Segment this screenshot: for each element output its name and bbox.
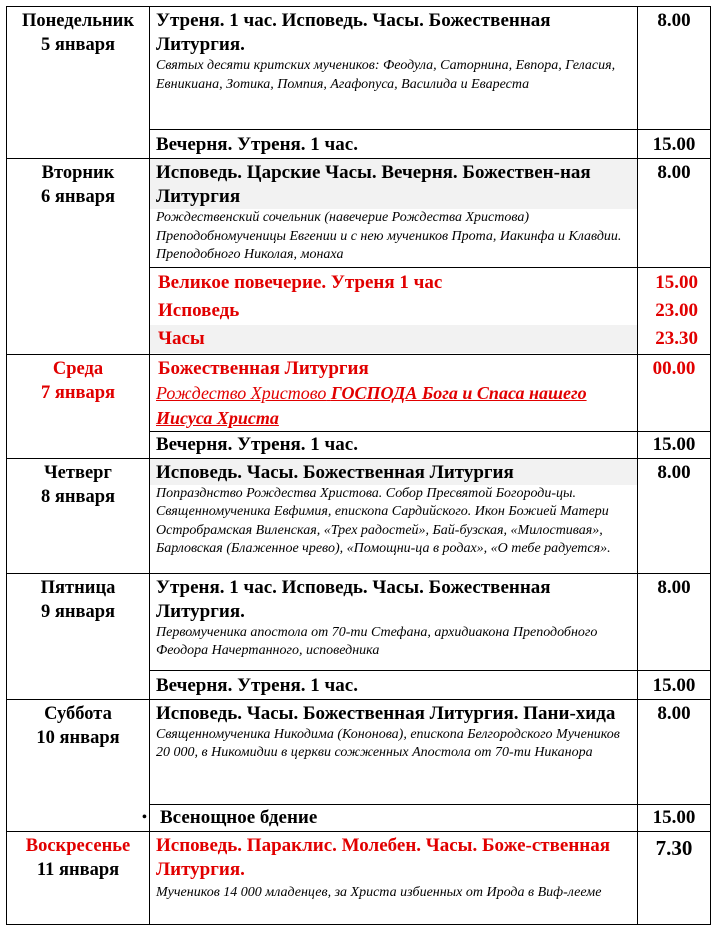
service-cell (150, 458, 638, 573)
evening-time: 15.00 (638, 670, 711, 699)
day-row-monday (7, 7, 711, 130)
weekday: Четверг (44, 462, 112, 483)
service-title: Утреня. 1 час. Исповедь. Часы. Божественная Литургия. (156, 10, 551, 55)
night-service-time: 23.00 (655, 299, 698, 321)
weekday: Воскресенье (25, 835, 131, 856)
date: 6 января (40, 187, 116, 207)
saints-commemoration: Рождественский сочельник (навечерие Рождества Христова) Преподобномученицы Евгении и с нею мучеников Прота, Иакинфа и Клавдии. Преподобного Николая, монаха (156, 210, 622, 262)
saints-commemoration: Первомученика апостола от 70-ти Стефана, архидиакона Преподобного Феодора Начертанного, исповедника (156, 624, 598, 658)
evening-service: Всенощное бдение (160, 806, 318, 828)
day-cell (7, 573, 150, 699)
night-service-label: Исповедь (158, 299, 240, 321)
day-row-saturday (7, 699, 711, 804)
day-row-friday (7, 573, 711, 670)
feast-prefix: Рождество Христово (156, 382, 327, 403)
service-time: 8.00 (638, 573, 711, 670)
evening-time: 15.00 (638, 431, 711, 458)
day-row-thursday (7, 458, 711, 573)
service-time: 00.00 (638, 354, 711, 431)
day-cell (7, 831, 150, 924)
service-cell (150, 573, 638, 670)
service-time: 8.00 (638, 7, 711, 130)
weekday: Среда (52, 358, 104, 379)
weekday: Вторник (41, 163, 115, 183)
day-cell (7, 458, 150, 573)
feast-main: ГОСПОДА Бога и Спаса нашего Иисуса Христа (156, 382, 587, 428)
date: 7 января (40, 382, 116, 403)
service-title: Исповедь. Царские Часы. Вечерня. Божествен-ная Литургия (150, 159, 637, 209)
day-cell (7, 699, 150, 831)
service-title: Утреня. 1 час. Исповедь. Часы. Божественная Литургия. (156, 576, 551, 622)
service-cell (150, 354, 638, 431)
saints-commemoration: Попразднство Рождества Христова. Собор Пресвятой Богороди-цы. Священномученика Евфимия, епископа Сардийского. Икон Божией Матери Остробрамская Виленская, «Трех радостей», Бай-бузская, «Милостивая», Барловская (Блаженное чрево), «Помощни-ца в родах», «О тебе радуется». (156, 485, 611, 556)
schedule-table (6, 6, 710, 925)
evening-service: Вечерня. Утреня. 1 час. (150, 130, 638, 159)
date: 11 января (36, 859, 120, 880)
saints-commemoration: Священномученика Никодима (Кононова), епископа Белгородского Мучеников 20 000, в Никомидии в церкви сожженных Апостола от 70-ти Никанора (156, 726, 620, 760)
service-cell (150, 699, 638, 804)
service-title: Исповедь. Параклис. Молебен. Часы. Боже-ственная Литургия. (156, 834, 610, 880)
weekday: Понедельник (22, 11, 134, 31)
date: 9 января (40, 601, 116, 622)
feast-name (150, 381, 637, 431)
weekday: Суббота (44, 703, 112, 724)
day-row-tuesday (7, 159, 711, 268)
evening-service-cell (142, 804, 638, 831)
date: 10 января (36, 727, 120, 748)
service-time: 8.00 (638, 458, 711, 573)
night-services (150, 267, 638, 354)
service-cell (150, 831, 638, 924)
saints-commemoration: Мучеников 14 000 младенцев, за Христа избиенных от Ирода в Виф-лееме (156, 884, 602, 900)
date: 8 января (40, 486, 116, 507)
day-row-wednesday (7, 354, 711, 431)
service-cell (150, 7, 638, 130)
night-service-label: Часы (150, 325, 637, 353)
day-cell (7, 7, 150, 159)
service-time: 7.30 (638, 831, 711, 924)
bullet-point: • (142, 809, 147, 825)
service-time: 8.00 (638, 699, 711, 804)
evening-service: Вечерня. Утреня. 1 час. (150, 431, 638, 458)
night-service-label: Великое повечерие. Утреня 1 час (158, 271, 443, 293)
service-title: Божественная Литургия (158, 357, 369, 379)
service-title: Исповедь. Часы. Божественная Литургия. Пани-хида (156, 702, 616, 724)
day-cell (7, 354, 150, 458)
night-times (638, 267, 711, 354)
evening-time: 15.00 (638, 804, 711, 831)
evening-time: 15.00 (638, 130, 711, 159)
night-service-time: 23.30 (655, 327, 698, 349)
service-cell (150, 159, 638, 268)
saints-commemoration: Святых десяти критских мучеников: Феодула, Саторнина, Евпора, Геласия, Евникиана, Зотика, Помпия, Агафопуса, Василида и Евареста (156, 58, 616, 92)
service-title: Исповедь. Часы. Божественная Литургия (150, 459, 637, 485)
day-cell (7, 159, 150, 355)
service-time: 8.00 (638, 159, 711, 268)
evening-service: Вечерня. Утреня. 1 час. (150, 670, 638, 699)
day-row-sunday (7, 831, 711, 924)
night-service-time: 15.00 (655, 271, 698, 293)
weekday: Пятница (40, 577, 116, 598)
date: 5 января (40, 35, 116, 55)
